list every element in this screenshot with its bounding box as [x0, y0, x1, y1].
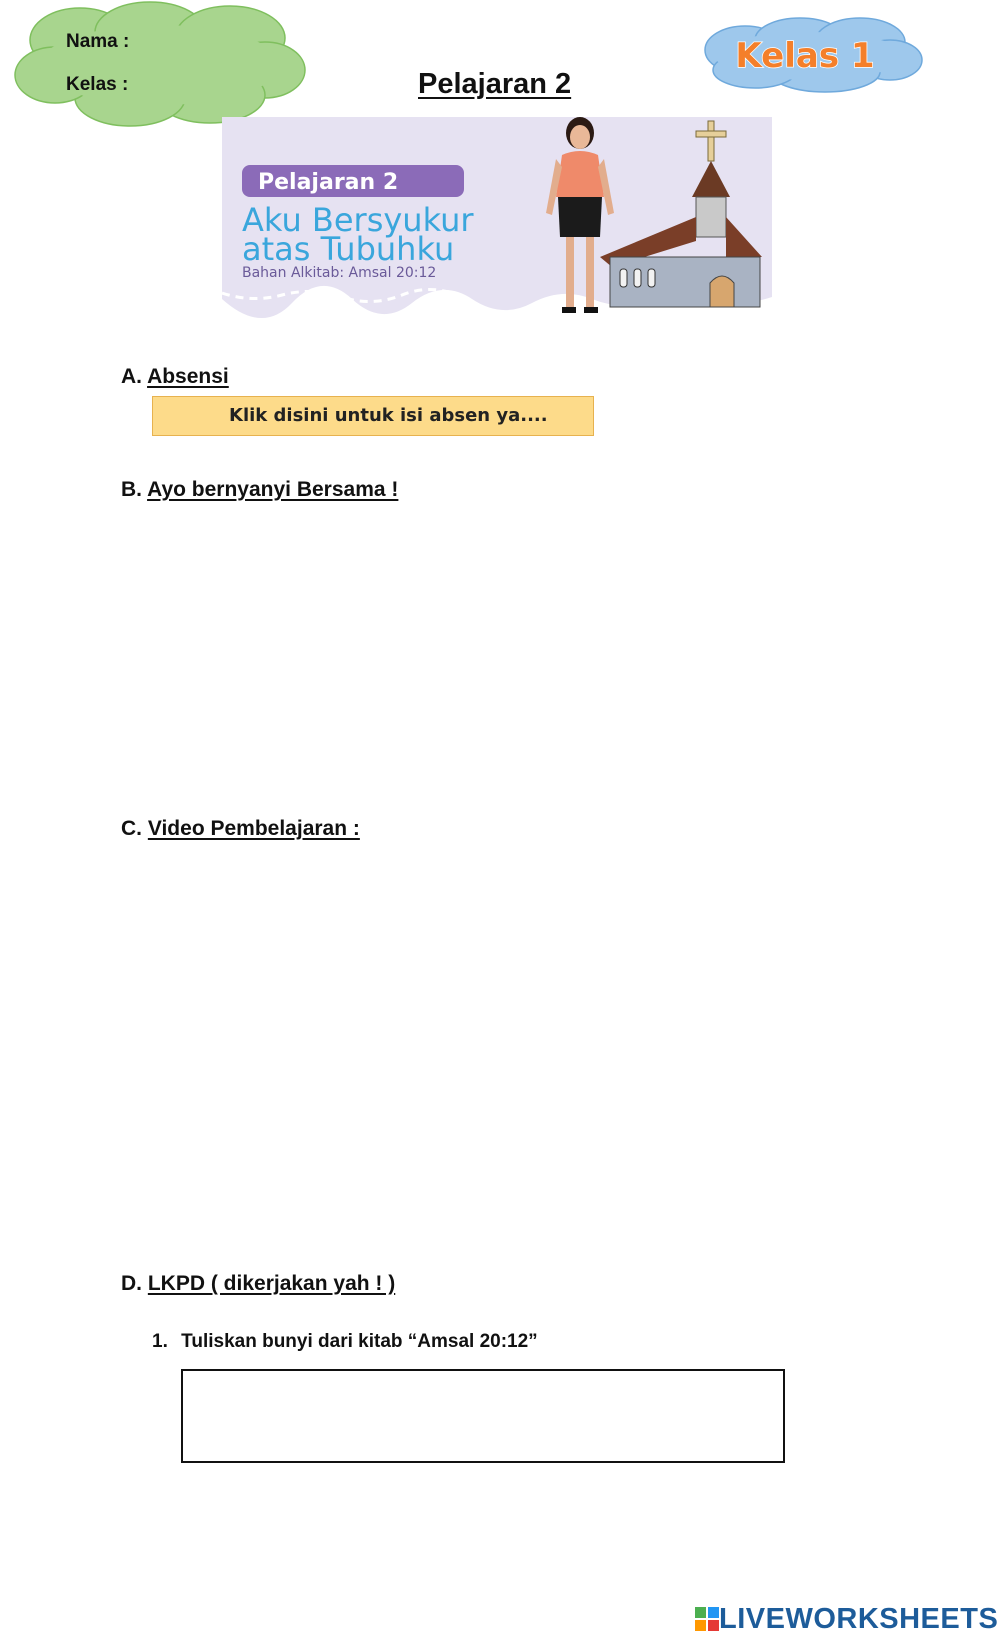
- banner-title-line2: atas Tubuhku: [242, 230, 455, 268]
- liveworksheets-logo: [695, 1604, 998, 1634]
- banner-art: [222, 117, 772, 337]
- section-c-heading: [121, 817, 360, 841]
- banner-badge: Pelajaran 2: [258, 170, 399, 195]
- kelas-badge-cloud: [695, 12, 925, 94]
- blue-cloud-shape: [695, 12, 925, 94]
- section-b-heading: [121, 478, 398, 502]
- banner-subtitle: Bahan Alkitab: Amsal 20:12: [242, 265, 437, 281]
- section-d-heading: [121, 1272, 395, 1296]
- section-a-title: Absensi: [147, 365, 229, 388]
- section-a-heading: [121, 365, 229, 389]
- answer-input[interactable]: [181, 1369, 785, 1463]
- section-d-marker: D.: [121, 1272, 142, 1295]
- section-b-title: Ayo bernyanyi Bersama !: [147, 478, 399, 501]
- name-class-cloud: [10, 0, 310, 130]
- green-cloud-shape: [10, 0, 310, 130]
- kelas-label: Kelas :: [66, 74, 129, 95]
- question-1: [152, 1331, 538, 1353]
- banner-title-line1: Aku Bersyukur: [242, 201, 474, 239]
- section-c-marker: C.: [121, 817, 142, 840]
- page-title: Pelajaran 2: [418, 68, 572, 100]
- absen-link-button[interactable]: Klik disini untuk isi absen ya....: [152, 396, 594, 436]
- nama-label: Nama :: [66, 31, 130, 52]
- section-d-title: LKPD ( dikerjakan yah ! ): [147, 1272, 396, 1295]
- lesson-banner: [222, 117, 772, 337]
- section-b-marker: B.: [121, 478, 142, 501]
- section-a-marker: A.: [121, 365, 142, 388]
- liveworksheets-logo-icon: [695, 1607, 719, 1631]
- kelas-badge-text: Kelas 1: [735, 36, 875, 76]
- section-c-title: Video Pembelajaran :: [147, 817, 360, 840]
- liveworksheets-logo-text: LIVEWORKSHEETS: [719, 1602, 999, 1635]
- question-1-number: 1.: [152, 1331, 168, 1352]
- question-1-text: Tuliskan bunyi dari kitab “Amsal 20:12”: [181, 1331, 538, 1352]
